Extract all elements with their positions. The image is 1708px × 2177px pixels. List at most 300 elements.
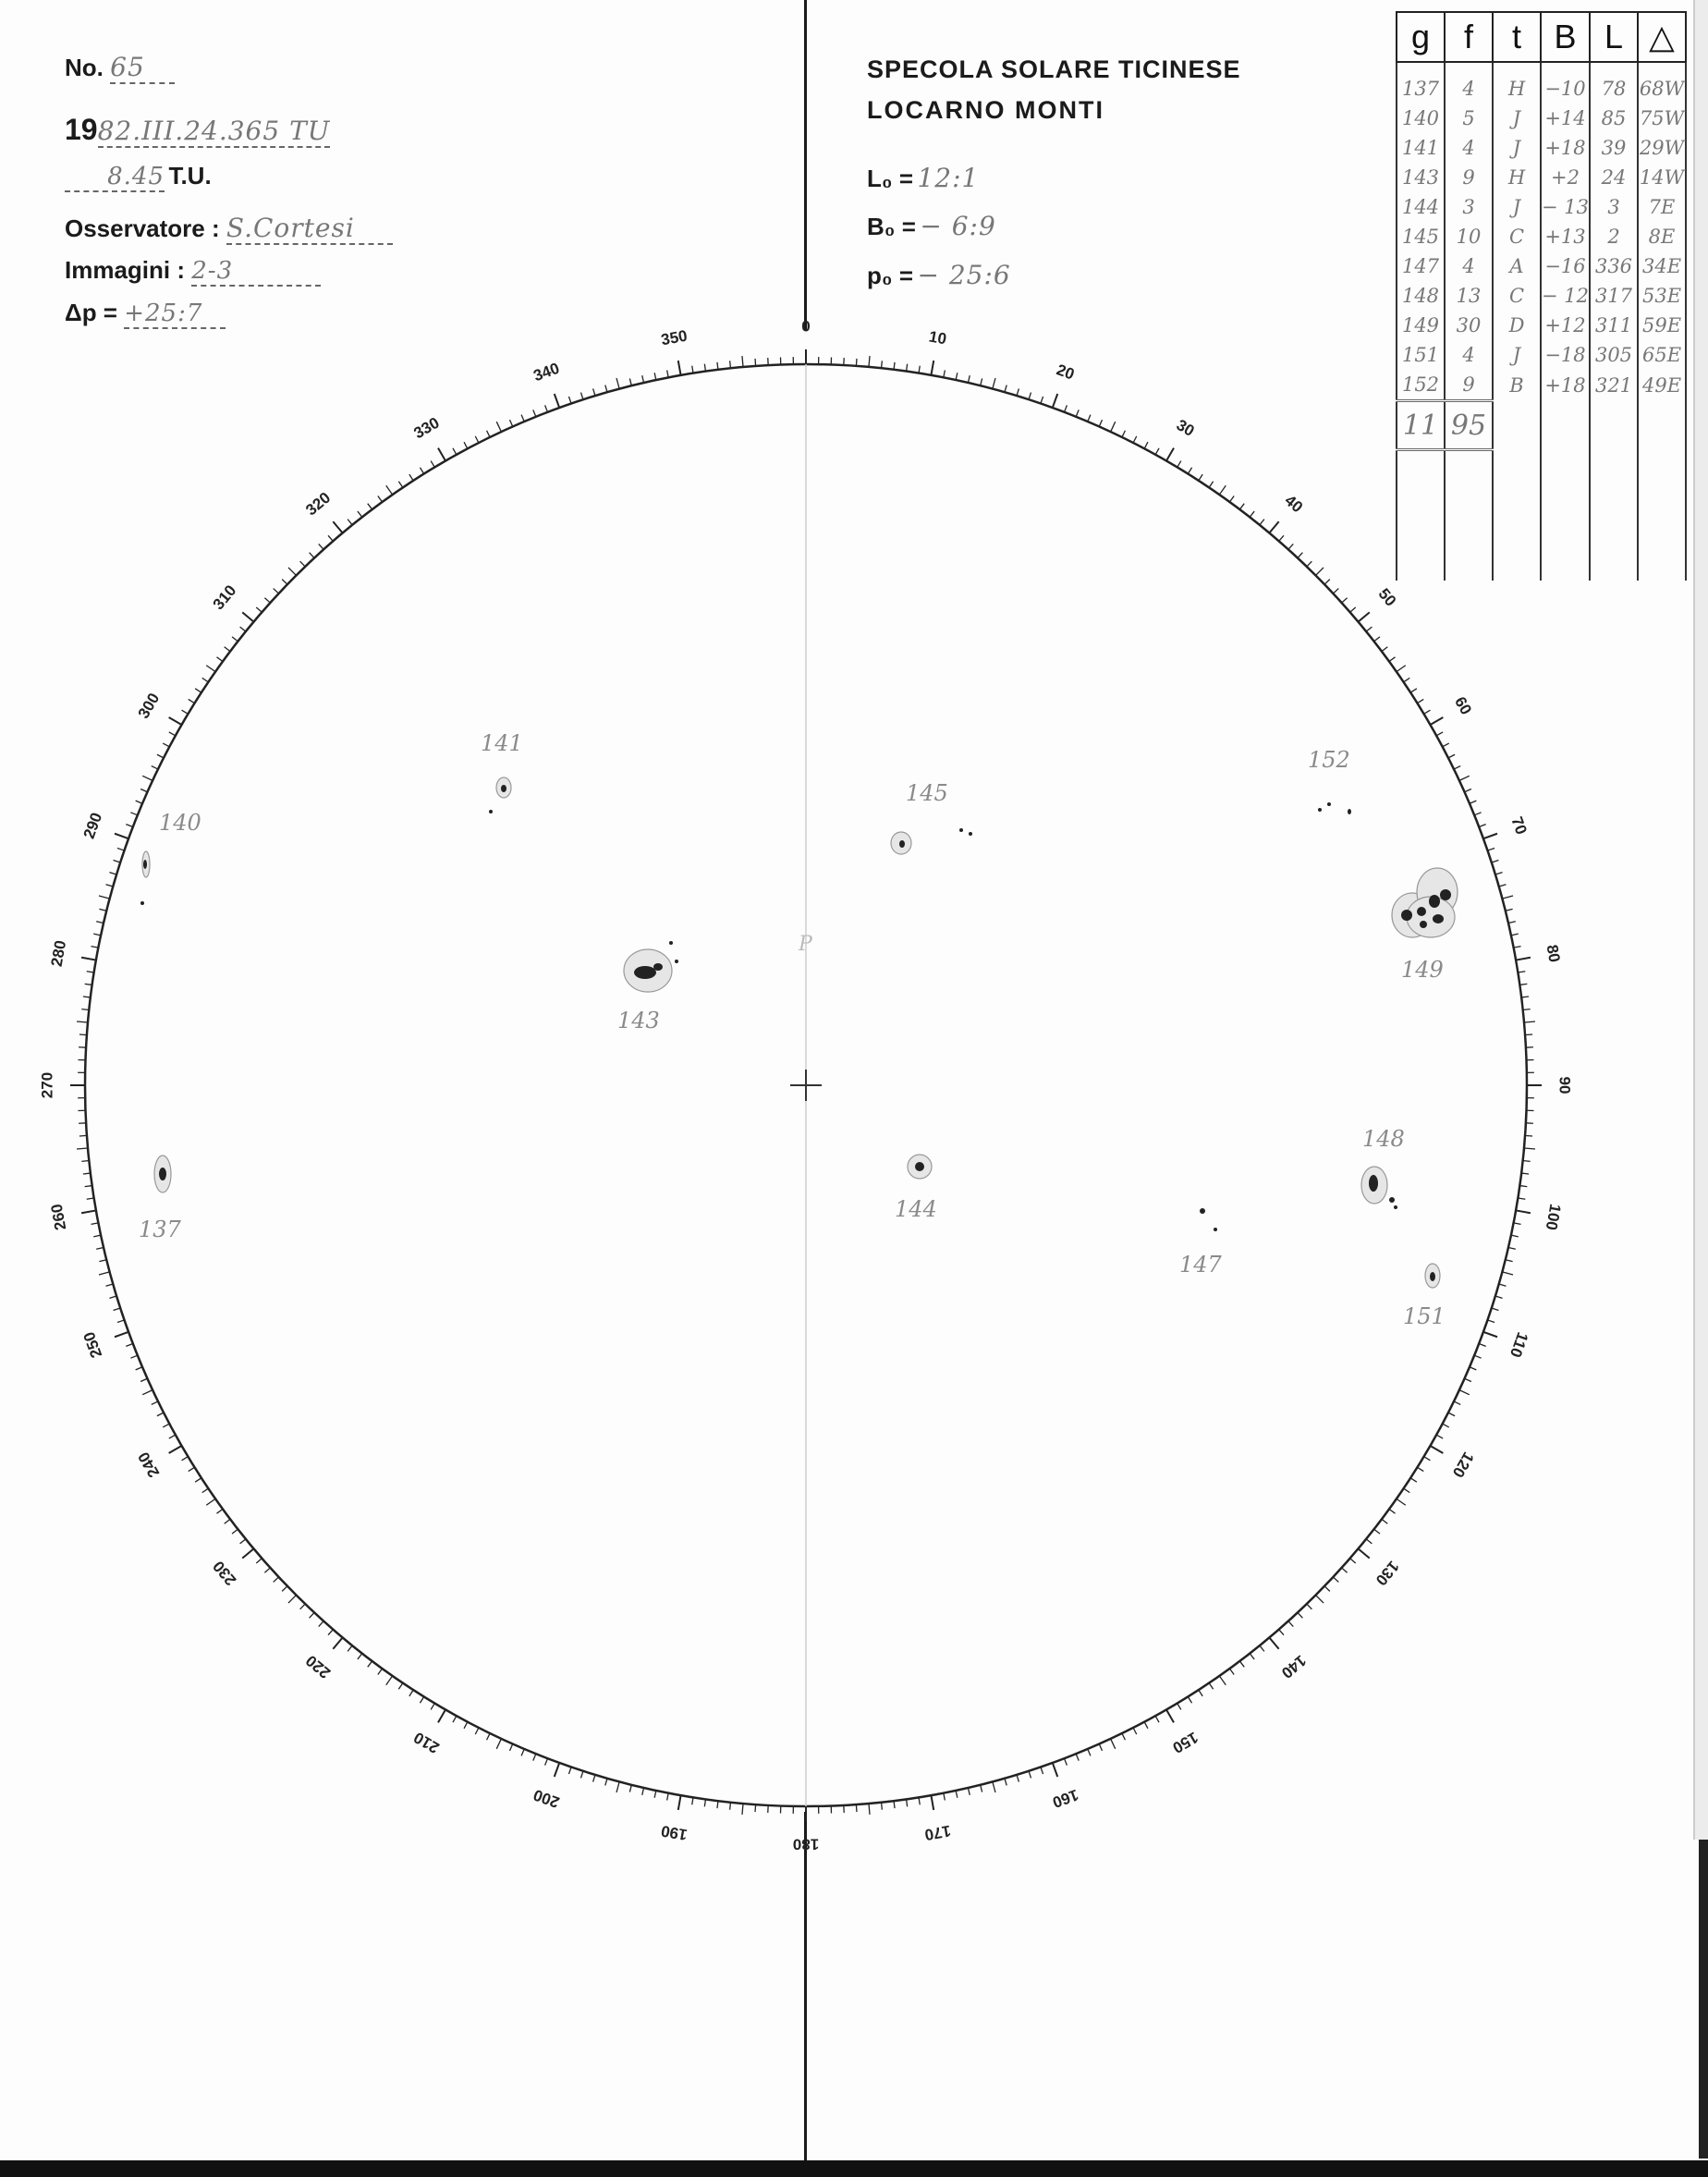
degree-tick bbox=[1342, 1568, 1348, 1572]
table-cell: 148 bbox=[1397, 281, 1445, 311]
scan-right-edge-dark bbox=[1699, 1840, 1708, 2159]
degree-tick bbox=[642, 1788, 644, 1795]
degree-tick bbox=[358, 1654, 362, 1659]
degree-tick bbox=[83, 1173, 91, 1174]
col-header-f: f bbox=[1445, 12, 1493, 62]
degree-label: 80 bbox=[1543, 943, 1564, 964]
degree-tick bbox=[91, 1223, 98, 1225]
umbra bbox=[1318, 808, 1322, 812]
degree-tick bbox=[1122, 1733, 1126, 1740]
degree-tick bbox=[1521, 1173, 1529, 1174]
table-cell: 3 bbox=[1445, 192, 1493, 222]
degree-tick bbox=[453, 1716, 457, 1722]
degree-tick bbox=[136, 1367, 142, 1370]
degree-label: 260 bbox=[47, 1202, 70, 1232]
degree-tick bbox=[152, 1401, 158, 1405]
degree-tick bbox=[264, 1568, 270, 1572]
umbra bbox=[959, 828, 963, 832]
degree-tick bbox=[464, 442, 468, 448]
degree-tick bbox=[968, 1788, 970, 1795]
degree-tick bbox=[1470, 801, 1476, 803]
degree-tick bbox=[157, 1413, 164, 1416]
time-label: T.U. bbox=[168, 162, 212, 190]
degree-tick bbox=[242, 1548, 253, 1558]
degree-tick bbox=[568, 397, 571, 404]
degree-tick bbox=[1122, 431, 1126, 437]
degree-tick bbox=[142, 776, 152, 780]
degree-tick bbox=[310, 553, 314, 558]
degree-tick bbox=[115, 1332, 128, 1337]
degree-tick bbox=[1523, 1009, 1531, 1010]
degree-tick bbox=[1166, 448, 1174, 461]
degree-tick bbox=[1516, 958, 1531, 960]
degree-tick bbox=[742, 1804, 743, 1815]
degree-label: 60 bbox=[1451, 693, 1475, 718]
degree-tick bbox=[1166, 1709, 1174, 1722]
degree-tick bbox=[1088, 415, 1091, 422]
degree-tick bbox=[256, 607, 262, 612]
degree-tick bbox=[182, 710, 189, 714]
degree-label: 120 bbox=[1448, 1449, 1478, 1481]
degree-tick bbox=[717, 362, 718, 370]
group-label-147: 147 bbox=[1179, 1252, 1222, 1278]
degree-tick bbox=[282, 1586, 287, 1592]
degree-tick bbox=[1514, 1223, 1521, 1225]
degree-tick bbox=[99, 1272, 110, 1275]
degree-tick bbox=[1005, 1779, 1006, 1786]
dp-value: +25:7 bbox=[124, 300, 226, 329]
degree-tick bbox=[1188, 468, 1191, 474]
degree-tick bbox=[1459, 776, 1470, 780]
degree-tick bbox=[85, 1186, 92, 1187]
degree-tick bbox=[509, 1744, 512, 1751]
degree-tick bbox=[1410, 689, 1417, 692]
degree-tick bbox=[130, 1355, 137, 1358]
degree-tick bbox=[755, 359, 756, 366]
degree-tick bbox=[730, 361, 731, 368]
degree-tick bbox=[195, 689, 201, 692]
degree-tick bbox=[1316, 568, 1324, 575]
degree-tick bbox=[96, 1247, 104, 1249]
umbra bbox=[1200, 1208, 1205, 1214]
degree-tick bbox=[1474, 1355, 1481, 1358]
degree-tick bbox=[907, 1799, 908, 1806]
degree-tick bbox=[1514, 947, 1521, 948]
degree-tick bbox=[115, 834, 128, 838]
degree-tick bbox=[169, 1446, 182, 1453]
table-cell: 24 bbox=[1590, 163, 1638, 192]
degree-tick bbox=[1397, 1498, 1406, 1505]
images-value: 2-3 bbox=[191, 257, 321, 287]
col-header-g: g bbox=[1397, 12, 1445, 62]
number-value: 65 bbox=[110, 52, 175, 84]
dp-label: Δp = bbox=[65, 299, 117, 326]
degree-label: 270 bbox=[38, 1071, 56, 1099]
table-cell: D bbox=[1493, 311, 1541, 340]
degree-tick bbox=[240, 627, 246, 631]
umbra bbox=[969, 832, 972, 836]
degree-tick bbox=[993, 1781, 995, 1792]
table-cell: 9 bbox=[1445, 370, 1493, 401]
degree-tick bbox=[189, 699, 195, 703]
table-cell: −16 bbox=[1541, 251, 1590, 281]
umbra bbox=[1214, 1228, 1217, 1231]
degree-tick bbox=[1524, 1021, 1535, 1022]
degree-tick bbox=[856, 1804, 857, 1812]
degree-tick bbox=[77, 1148, 88, 1149]
table-cell: 317 bbox=[1590, 281, 1638, 311]
degree-tick bbox=[1479, 825, 1485, 827]
degree-tick bbox=[242, 612, 253, 621]
table-cell: 53E bbox=[1638, 281, 1686, 311]
table-cell: 4 bbox=[1445, 340, 1493, 370]
group-label-141: 141 bbox=[481, 730, 523, 756]
degree-tick bbox=[1436, 1435, 1443, 1438]
table-cell: C bbox=[1493, 281, 1541, 311]
table-cell: 2 bbox=[1590, 222, 1638, 251]
p0-value: − 25:6 bbox=[917, 260, 1011, 290]
group-label-148: 148 bbox=[1362, 1126, 1405, 1152]
degree-tick bbox=[1199, 1690, 1202, 1696]
umbra bbox=[501, 785, 506, 792]
degree-label: 210 bbox=[410, 1728, 443, 1757]
degree-label: 240 bbox=[134, 1449, 164, 1481]
degree-tick bbox=[956, 1791, 958, 1798]
degree-tick bbox=[605, 1779, 607, 1786]
table-cell: H bbox=[1493, 62, 1541, 104]
table-cell: H bbox=[1493, 163, 1541, 192]
umbra bbox=[653, 963, 663, 971]
degree-tick bbox=[130, 813, 137, 815]
degree-tick bbox=[1076, 1754, 1079, 1760]
umbra bbox=[1394, 1205, 1397, 1209]
table-cell: +18 bbox=[1541, 370, 1590, 401]
degree-tick bbox=[264, 598, 270, 603]
degree-tick bbox=[1229, 495, 1234, 501]
table-cell: 5 bbox=[1445, 104, 1493, 133]
degree-tick bbox=[409, 474, 413, 481]
degree-tick bbox=[328, 535, 333, 541]
degree-tick bbox=[1144, 442, 1148, 448]
degree-tick bbox=[730, 1803, 731, 1810]
table-cell: 4 bbox=[1445, 133, 1493, 163]
degree-tick bbox=[87, 1198, 94, 1199]
degree-tick bbox=[1410, 1478, 1417, 1482]
degree-tick bbox=[555, 394, 559, 408]
degree-tick bbox=[1029, 393, 1031, 400]
degree-tick bbox=[1499, 1284, 1507, 1286]
degree-tick bbox=[1041, 397, 1043, 404]
degree-tick bbox=[1324, 580, 1330, 585]
table-cell: 147 bbox=[1397, 251, 1445, 281]
degree-tick bbox=[1199, 474, 1202, 481]
degree-tick bbox=[944, 1793, 946, 1801]
degree-tick bbox=[755, 1804, 756, 1812]
degree-tick bbox=[1502, 896, 1513, 899]
degree-tick bbox=[1288, 544, 1293, 549]
table-cell: − 12 bbox=[1541, 281, 1590, 311]
degree-tick bbox=[1029, 1771, 1031, 1779]
degree-label: 250 bbox=[79, 1329, 106, 1361]
degree-tick bbox=[163, 1424, 169, 1427]
degree-tick bbox=[288, 1596, 296, 1603]
degree-tick bbox=[195, 1478, 201, 1482]
degree-tick bbox=[274, 1577, 279, 1582]
degree-tick bbox=[398, 1683, 402, 1690]
degree-tick bbox=[300, 561, 306, 567]
degree-tick bbox=[189, 1467, 195, 1471]
group-label-151: 151 bbox=[1403, 1303, 1446, 1329]
degree-tick bbox=[1219, 485, 1226, 495]
degree-tick bbox=[1483, 1332, 1497, 1337]
degree-label: 20 bbox=[1054, 361, 1077, 384]
degree-tick bbox=[654, 1791, 656, 1798]
degree-tick bbox=[225, 647, 230, 652]
table-cell: 152 bbox=[1397, 370, 1445, 401]
degree-label: 220 bbox=[302, 1651, 335, 1682]
table-cell: B bbox=[1493, 370, 1541, 401]
degree-tick bbox=[1111, 1739, 1116, 1749]
degree-label: 40 bbox=[1281, 491, 1307, 517]
degree-tick bbox=[300, 1604, 306, 1609]
number-label-text: No. bbox=[65, 54, 104, 81]
degree-tick bbox=[1465, 789, 1471, 791]
degree-tick bbox=[496, 1739, 501, 1749]
table-cell: J bbox=[1493, 340, 1541, 370]
degree-tick bbox=[616, 1781, 619, 1792]
degree-tick bbox=[1470, 1367, 1476, 1370]
umbra bbox=[1420, 921, 1427, 928]
degree-tick bbox=[232, 637, 238, 642]
degree-tick bbox=[126, 1344, 132, 1347]
degree-label: 70 bbox=[1507, 814, 1531, 838]
degree-tick bbox=[81, 1161, 89, 1162]
degree-tick bbox=[1209, 482, 1213, 488]
degree-tick bbox=[256, 1559, 262, 1563]
scan-right-edge bbox=[1693, 0, 1708, 1840]
umbra bbox=[669, 941, 673, 945]
col-header-delta: △ bbox=[1638, 12, 1686, 62]
degree-tick bbox=[1307, 561, 1312, 567]
umbra bbox=[489, 810, 493, 813]
table-cell: +2 bbox=[1541, 163, 1590, 192]
table-cell: 34E bbox=[1638, 251, 1686, 281]
degree-tick bbox=[1508, 1247, 1516, 1249]
degree-label: 170 bbox=[922, 1821, 953, 1844]
umbra bbox=[1433, 914, 1444, 923]
group-label-152: 152 bbox=[1308, 747, 1350, 773]
degree-tick bbox=[1177, 1704, 1181, 1710]
degree-tick bbox=[1209, 1683, 1213, 1690]
degree-tick bbox=[464, 1722, 468, 1729]
degree-tick bbox=[1144, 1722, 1148, 1729]
date-value: 82.III.24.365 TU bbox=[97, 116, 331, 146]
degree-tick bbox=[1374, 637, 1380, 642]
table-cell: +13 bbox=[1541, 222, 1590, 251]
degree-label: 150 bbox=[1169, 1728, 1202, 1757]
degree-tick bbox=[398, 482, 402, 488]
degree-tick bbox=[1298, 553, 1302, 558]
degree-tick bbox=[453, 448, 457, 455]
degree-label: 280 bbox=[47, 938, 70, 969]
degree-label: 350 bbox=[659, 326, 689, 349]
table-cell: 151 bbox=[1397, 340, 1445, 370]
degree-tick bbox=[1389, 657, 1395, 662]
degree-tick bbox=[368, 504, 372, 509]
degree-tick bbox=[1465, 1378, 1471, 1381]
table-cell: 141 bbox=[1397, 133, 1445, 163]
degree-tick bbox=[240, 1539, 246, 1544]
degree-label: 290 bbox=[79, 810, 106, 841]
observatory-location: LOCARNO MONTI bbox=[867, 96, 1104, 124]
degree-tick bbox=[1017, 388, 1019, 396]
umbra bbox=[1417, 907, 1426, 916]
degree-tick bbox=[1260, 1645, 1264, 1651]
degree-tick bbox=[667, 370, 669, 377]
table-cell: 10 bbox=[1445, 222, 1493, 251]
table-cell: 4 bbox=[1445, 62, 1493, 104]
degree-tick bbox=[1508, 922, 1516, 923]
table-cell: 8E bbox=[1638, 222, 1686, 251]
degree-tick bbox=[555, 1763, 559, 1777]
degree-label: 190 bbox=[659, 1821, 689, 1844]
degree-tick bbox=[968, 375, 970, 383]
table-cell: − 13 bbox=[1541, 192, 1590, 222]
degree-tick bbox=[1382, 647, 1387, 652]
umbra bbox=[899, 840, 905, 848]
umbra bbox=[1430, 1272, 1435, 1281]
degree-tick bbox=[1188, 1696, 1191, 1703]
degree-tick bbox=[1111, 422, 1116, 432]
table-cell: J bbox=[1493, 192, 1541, 222]
degree-tick bbox=[1436, 732, 1443, 736]
degree-tick bbox=[1389, 1509, 1395, 1513]
degree-tick bbox=[232, 1529, 238, 1534]
degree-label: 10 bbox=[927, 327, 948, 349]
degree-tick bbox=[487, 1733, 491, 1740]
table-cell: 140 bbox=[1397, 104, 1445, 133]
table-cell: C bbox=[1493, 222, 1541, 251]
degree-tick bbox=[163, 743, 169, 747]
umbra bbox=[1401, 910, 1412, 921]
group-label-145: 145 bbox=[906, 780, 948, 806]
degree-tick bbox=[1053, 394, 1057, 408]
degree-tick bbox=[1017, 1775, 1019, 1782]
degree-tick bbox=[1350, 607, 1356, 612]
degree-tick bbox=[378, 1669, 383, 1674]
degree-tick bbox=[438, 448, 445, 461]
degree-tick bbox=[654, 373, 656, 380]
degree-tick bbox=[1324, 1586, 1330, 1592]
observatory-name: SPECOLA SOLARE TICINESE bbox=[867, 55, 1241, 83]
table-cell: 68W bbox=[1638, 62, 1686, 104]
degree-tick bbox=[358, 511, 362, 517]
col-header-t: t bbox=[1493, 12, 1541, 62]
degree-tick bbox=[1177, 461, 1181, 468]
degree-label: 310 bbox=[209, 581, 240, 614]
table-cell: J bbox=[1493, 133, 1541, 163]
degree-tick bbox=[593, 388, 595, 396]
l0-value: 12:1 bbox=[917, 163, 980, 193]
degree-tick bbox=[1359, 612, 1370, 621]
degree-tick bbox=[1511, 934, 1519, 936]
umbra bbox=[159, 1168, 166, 1180]
degree-tick bbox=[1333, 589, 1338, 593]
degree-tick bbox=[1307, 1604, 1312, 1609]
degree-tick bbox=[1397, 666, 1406, 672]
table-cell: 305 bbox=[1590, 340, 1638, 370]
degree-tick bbox=[1404, 1488, 1410, 1492]
table-cell: 311 bbox=[1590, 311, 1638, 340]
degree-tick bbox=[678, 361, 681, 375]
degree-tick bbox=[1454, 766, 1460, 770]
degree-tick bbox=[1459, 1390, 1470, 1395]
degree-tick bbox=[1065, 405, 1068, 411]
degree-tick bbox=[475, 1728, 479, 1734]
b0-label: B₀ = bbox=[867, 213, 916, 240]
degree-tick bbox=[319, 544, 323, 549]
table-cell: +18 bbox=[1541, 133, 1590, 163]
degree-tick bbox=[717, 1801, 718, 1808]
degree-tick bbox=[869, 356, 870, 367]
degree-tick bbox=[521, 1749, 524, 1755]
degree-label: 130 bbox=[1372, 1557, 1403, 1589]
degree-tick bbox=[475, 436, 479, 443]
degree-tick bbox=[1430, 717, 1443, 725]
l0-label: L₀ = bbox=[867, 165, 914, 192]
degree-label: 90 bbox=[1556, 1076, 1574, 1095]
degree-tick bbox=[106, 885, 114, 887]
umbra bbox=[143, 860, 147, 869]
col-header-l: L bbox=[1590, 12, 1638, 62]
solar-disk bbox=[38, 317, 1573, 1853]
degree-tick bbox=[704, 1799, 705, 1806]
degree-tick bbox=[79, 1034, 87, 1035]
table-cell: 85 bbox=[1590, 104, 1638, 133]
degree-tick bbox=[282, 580, 287, 585]
degree-tick bbox=[333, 521, 342, 532]
degree-tick bbox=[1448, 1413, 1455, 1416]
degree-label: 200 bbox=[531, 1785, 562, 1812]
degree-tick bbox=[85, 984, 92, 985]
degree-tick bbox=[1519, 984, 1527, 985]
degree-tick bbox=[1288, 1621, 1293, 1627]
degree-tick bbox=[117, 1320, 125, 1323]
degree-tick bbox=[568, 1767, 571, 1775]
degree-tick bbox=[420, 1696, 423, 1703]
degree-tick bbox=[319, 1621, 323, 1627]
degree-tick bbox=[386, 485, 393, 495]
degree-tick bbox=[1519, 1186, 1527, 1187]
degree-tick bbox=[348, 1645, 352, 1651]
degree-tick bbox=[580, 393, 582, 400]
group-label-143: 143 bbox=[617, 1008, 660, 1033]
degree-tick bbox=[1443, 743, 1449, 747]
degree-tick bbox=[1269, 1638, 1278, 1649]
degree-tick bbox=[93, 934, 101, 936]
degree-label: 160 bbox=[1050, 1785, 1081, 1812]
degree-tick bbox=[1524, 1148, 1535, 1149]
group-label-149: 149 bbox=[1401, 957, 1444, 983]
degree-tick bbox=[79, 1135, 87, 1136]
umbra bbox=[1389, 1197, 1395, 1203]
degree-tick bbox=[117, 848, 125, 850]
table-cell: 143 bbox=[1397, 163, 1445, 192]
degree-label: 140 bbox=[1277, 1651, 1310, 1682]
table-cell: 336 bbox=[1590, 251, 1638, 281]
year-prefix: 19 bbox=[65, 113, 98, 146]
degree-tick bbox=[274, 589, 279, 593]
